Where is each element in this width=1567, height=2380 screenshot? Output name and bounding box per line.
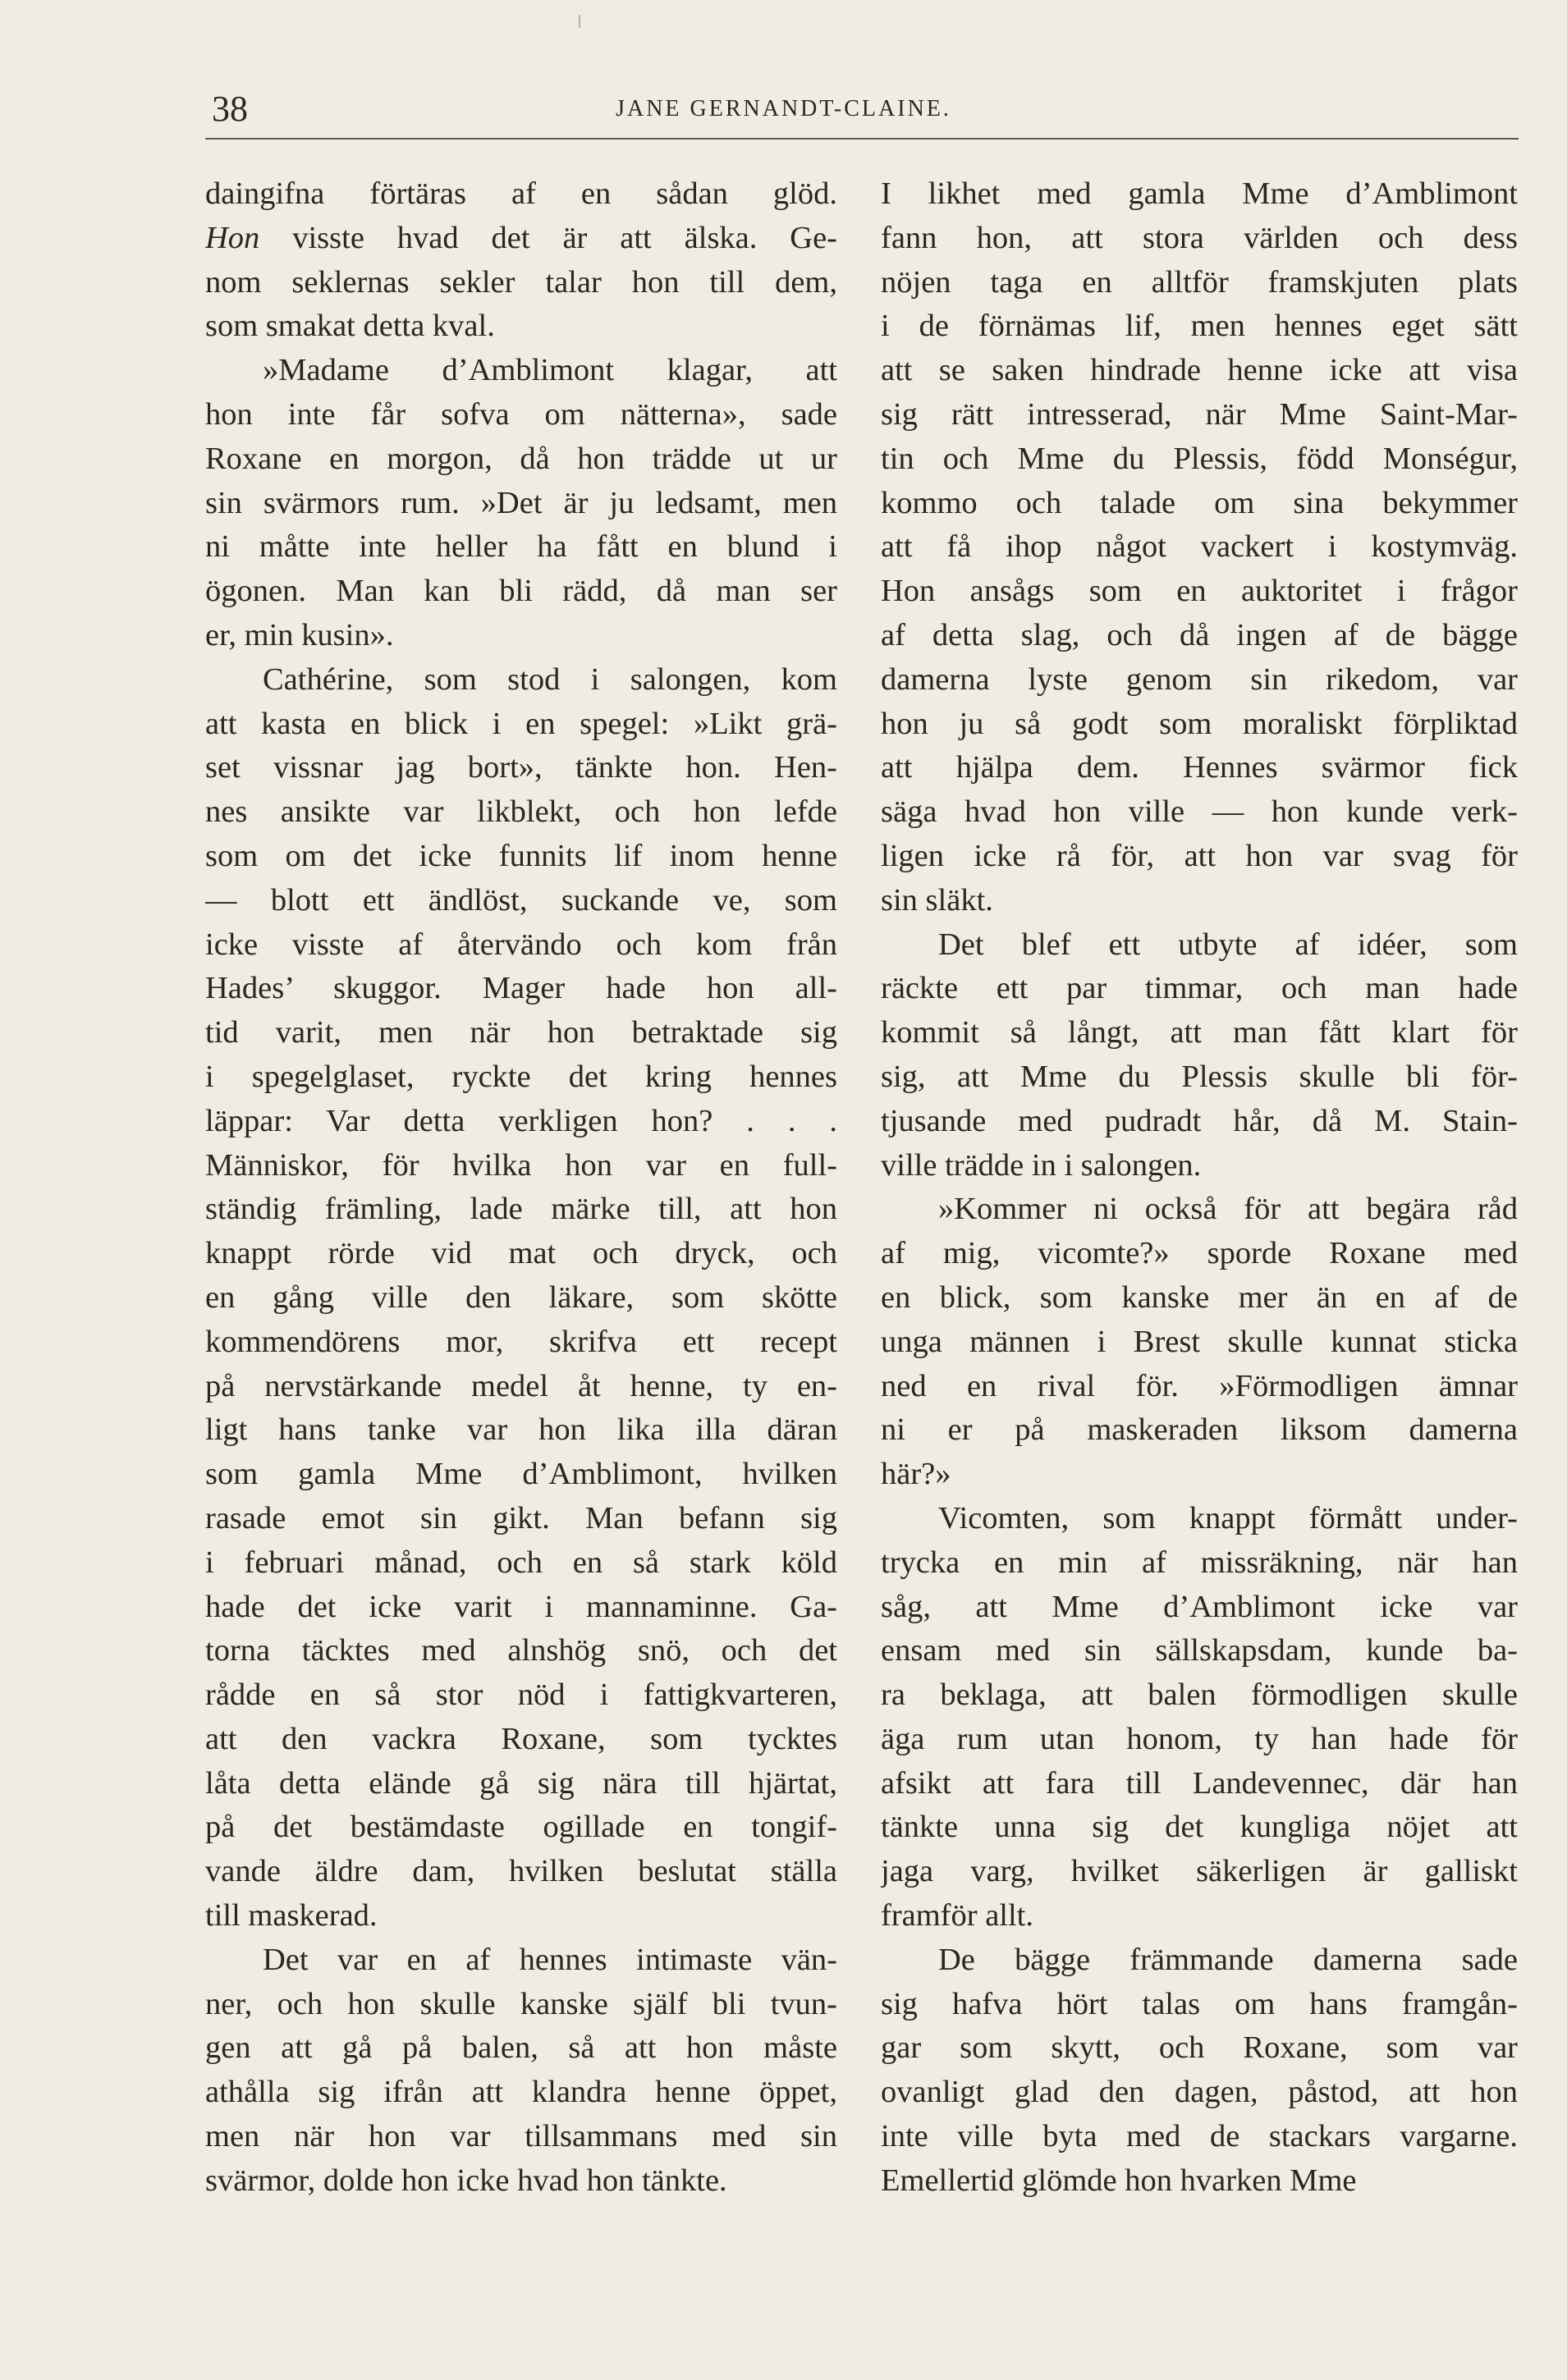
text-line: sig hafva hört talas om hans framgån- [881,1986,1518,2021]
text-line: äga rum utan honom, ty han hade för [881,1721,1518,1756]
text-line: tänkte unna sig det kungliga nöjet att [881,1810,1518,1845]
paper-mark [579,15,584,28]
text-line: i de förnämas lif, men hennes eget sätt [881,309,1518,344]
text-line: en gång ville den läkare, som skötte [205,1279,837,1315]
text-line: knappt rörde vid mat och dryck, och [205,1236,837,1271]
text-line: jaga varg, hvilket säkerligen är galliskt [881,1854,1518,1889]
text-line: nöjen taga en alltför framskjuten plats [881,264,1518,300]
text-line: nom seklernas sekler talar hon till dem, [205,264,837,300]
text-line: att få ihop något vackert i kostymväg. [881,529,1518,565]
text-line: kommo och talade om sina bekymmer [881,485,1518,520]
text-line: fann hon, att stora världen och dess [881,220,1518,255]
text-line: tjusande med pudradt hår, då M. Stain- [881,1103,1518,1138]
text-line: Människor, för hvilka hon var en full- [205,1147,837,1183]
text-line: sin släkt. [881,882,993,918]
text-line: hade det icke varit i mannaminne. Ga- [205,1589,837,1624]
header-rule [205,138,1519,140]
text-line: ni er på maskeraden liksom damerna [881,1412,1518,1448]
text-line: i februari månad, och en så stark köld [205,1545,837,1580]
text-line: att kasta en blick i en spegel: »Likt grä- [205,706,837,741]
page-number: 38 [212,89,248,129]
text-line: ned en rival för. »Förmodligen ämnar [881,1368,1518,1403]
text-line: ra beklaga, att balen förmodligen skulle [881,1677,1518,1713]
text-line: kommit så långt, att man fått klart för [881,1015,1518,1050]
text-line: som om det icke funnits lif inom henne [205,838,837,873]
text-line: er, min kusin». [205,617,394,652]
text-line: icke visste af återvändo och kom från [205,927,837,962]
text-line: såg, att Mme d’Amblimont icke var [881,1589,1518,1624]
text-line: ständig främling, lade märke till, att hon [205,1192,837,1227]
text-line: ensam med sin sällskapsdam, kunde ba- [881,1633,1518,1668]
text-line: daingifna förtäras af en sådan glöd. [205,176,837,211]
text-line: gen att gå på balen, så att hon måste [205,2030,837,2066]
text-line: hon inte får sofva om nätterna», sade [205,396,837,432]
text-line: låta detta elände gå sig nära till hjärtat, [205,1765,837,1801]
text-line: på det bestämdaste ogillade en tongif- [205,1810,837,1845]
text-line: gar som skytt, och Roxane, som var [881,2030,1518,2066]
text-line: af mig, vicomte?» sporde Roxane med [881,1236,1518,1271]
text-line: till maskerad. [205,1898,378,1934]
text-line: Vicomten, som knappt förmått under- [938,1500,1518,1536]
text-line: ville trädde in i salongen. [881,1147,1202,1183]
text-line: ögonen. Man kan bli rädd, då man ser [205,574,837,609]
running-head: JANE GERNANDT-CLAINE. [616,96,951,121]
text-line: sig rätt intresserad, när Mme Saint-Mar- [881,396,1518,432]
text-line: kommendörens mor, skrifva ett recept [205,1324,837,1359]
text-line: Roxane en morgon, då hon trädde ut ur [205,441,837,476]
text-line: torna täcktes med alnshög snö, och det [205,1633,837,1668]
left-text-column [205,172,837,2204]
text-line: vande äldre dam, hvilken beslutat ställa [205,1854,837,1889]
text-line: men när hon var tillsammans med sin [205,2119,837,2154]
text-line: trycka en min af missräkning, när han [881,1545,1518,1580]
text-line: att den vackra Roxane, som tycktes [205,1721,837,1756]
text-line: I likhet med gamla Mme d’Amblimont [881,176,1518,211]
text-line: Hon visste hvad det är att älska. Ge- [205,220,837,255]
text-line: nes ansikte var likblekt, och hon lefde [205,794,837,830]
text-line: på nervstärkande medel åt henne, ty en- [205,1368,837,1403]
text-line: att hjälpa dem. Hennes svärmor fick [881,750,1518,785]
text-line: unga männen i Brest skulle kunnat sticka [881,1324,1518,1359]
text-line: rasade emot sin gikt. Man befann sig [205,1500,837,1536]
text-line: rådde en så stor nöd i fattigkvarteren, [205,1677,837,1713]
text-line: svärmor, dolde hon icke hvad hon tänkte. [205,2163,727,2198]
text-line: Hades’ skuggor. Mager hade hon all- [205,971,837,1006]
text-line: hon ju så godt som moraliskt förpliktad [881,706,1518,741]
text-line: ligt hans tanke var hon lika illa däran [205,1412,837,1448]
text-line: tin och Mme du Plessis, född Monségur, [881,441,1518,476]
text-line: ni måtte inte heller ha fått en blund i [205,529,837,565]
text-line: som smakat detta kval. [205,309,495,344]
text-line: afsikt att fara till Landevennec, där han [881,1765,1518,1801]
text-line: »Madame d’Amblimont klagar, att [263,353,837,388]
text-line: här?» [881,1457,951,1492]
text-line: »Kommer ni också för att begära råd [938,1192,1518,1227]
text-line: Cathérine, som stod i salongen, kom [263,661,837,697]
text-line: Hon ansågs som en auktoritet i frågor [881,574,1518,609]
text-line: räckte ett par timmar, och man hade [881,971,1518,1006]
text-line: athålla sig ifrån att klandra henne öppet, [205,2075,837,2110]
text-line: Emellertid glömde hon hvarken Mme [881,2163,1357,2198]
text-line: i spegelglaset, ryckte det kring hennes [205,1059,837,1094]
text-line: sin svärmors rum. »Det är ju ledsamt, men [205,485,837,520]
text-line: som gamla Mme d’Amblimont, hvilken [205,1457,837,1492]
text-line: af detta slag, och då ingen af de bägge [881,617,1518,652]
text-line: damerna lyste genom sin rikedom, var [881,661,1518,697]
text-line: sig, att Mme du Plessis skulle bli för- [881,1059,1518,1094]
text-line: Det var en af hennes intimaste vän- [263,1942,837,1977]
text-line: ovanligt glad den dagen, påstod, att hon [881,2075,1518,2110]
right-text-column [881,172,1518,2204]
text-line: — blott ett ändlöst, suckande ve, som [205,882,837,918]
text-line: Det blef ett utbyte af idéer, som [938,927,1518,962]
text-line: att se saken hindrade henne icke att visa [881,353,1518,388]
text-line: inte ville byta med de stackars vargarne. [881,2119,1518,2154]
text-line: ligen icke rå för, att hon var svag för [881,838,1518,873]
text-line: säga hvad hon ville — hon kunde verk- [881,794,1518,830]
text-line: en blick, som kanske mer än en af de [881,1279,1518,1315]
text-line: ner, och hon skulle kanske själf bli tvun- [205,1986,837,2021]
text-line: tid varit, men när hon betraktade sig [205,1015,837,1050]
text-line: set vissnar jag bort», tänkte hon. Hen- [205,750,837,785]
text-line: framför allt. [881,1898,1033,1934]
text-line: läppar: Var detta verkligen hon? . . . [205,1103,837,1138]
text-line: De bägge främmande damerna sade [938,1942,1518,1977]
